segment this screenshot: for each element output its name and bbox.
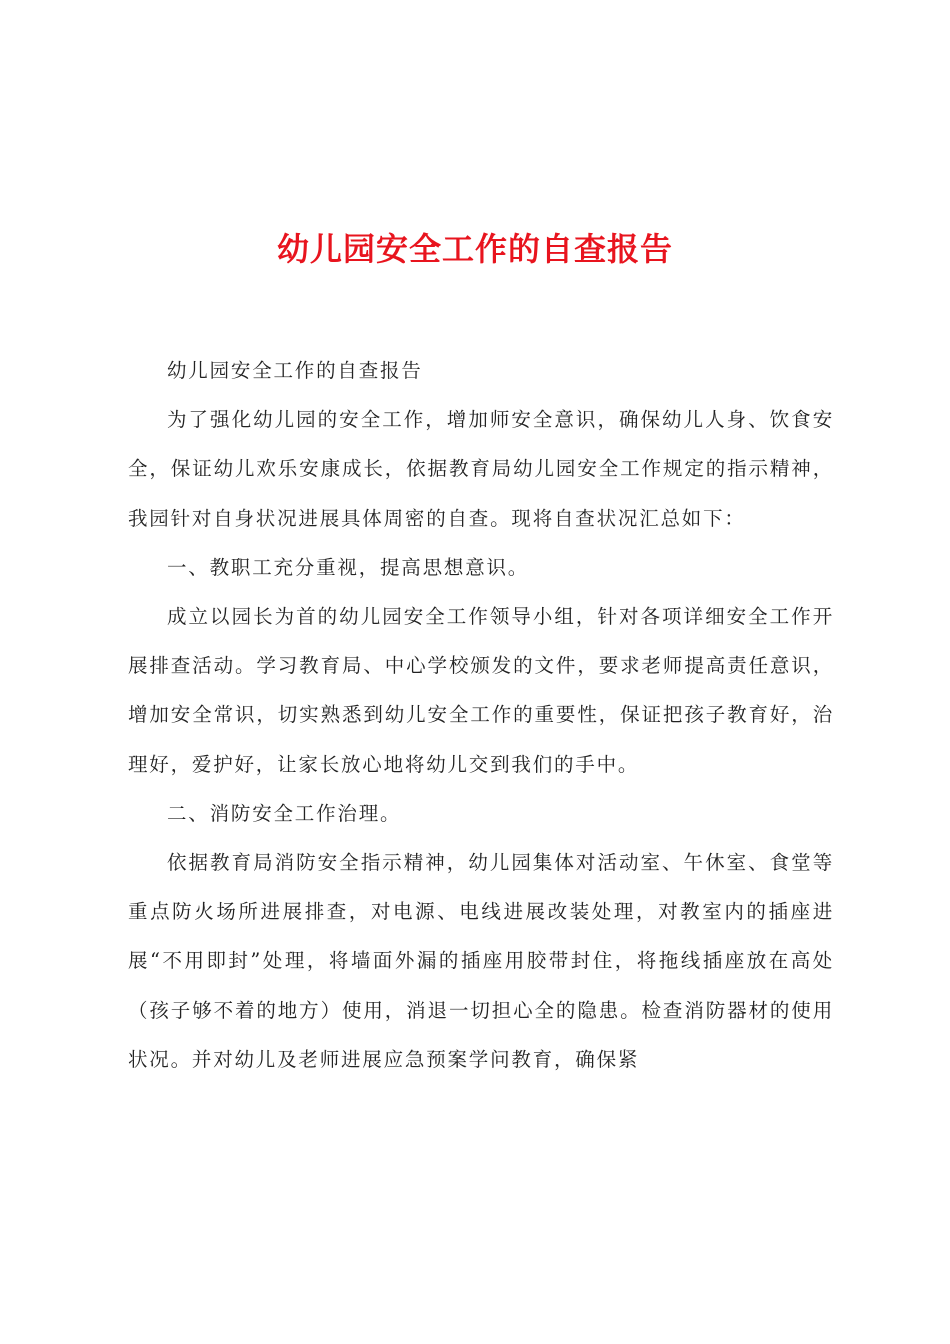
document-title: 幼儿园安全工作的自查报告: [276, 230, 673, 269]
paragraph-section-1: 成立以园长为首的幼儿园安全工作领导小组，针对各项详细安全工作开展排查活动。学习教育局、中心学校颁发的文件，要求老师提高责任意识，增加安全常识，切实熟悉到幼儿安全工作的重要性，保证把孩子教育好，治理好，爱护好，让家长放心地将幼儿交到我们的手中。: [128, 605, 834, 776]
paragraph-heading-repeat: 幼儿园安全工作的自查报告: [167, 359, 423, 382]
section-heading-1: 一、教职工充分重视，提高思想意识。: [167, 555, 530, 579]
document-body: [128, 346, 834, 1084]
section-heading-2: 二、消防安全工作治理。: [167, 801, 402, 825]
paragraph-intro: 为了强化幼儿园的安全工作，增加师安全意识，确保幼儿人身、饮食安全，保证幼儿欢乐安康成长，依据教育局幼儿园安全工作规定的指示精神，我园针对自身状况进展具体周密的自查。现将自查状况汇总如下：: [128, 408, 834, 530]
paragraph-section-2: 依据教育局消防安全指示精神，幼儿园集体对活动室、午休室、食堂等重点防火场所进展排查，对电源、电线进展改装处理，对教室内的插座进展“不用即封”处理，将墙面外漏的插座用胶带封住，将拖线插座放在高处（孩子够不着的地方）使用，消退一切担心全的隐患。检查消防器材的使用状况。并对幼儿及老师进展应急预案学问教育，确保紧: [128, 851, 834, 1071]
